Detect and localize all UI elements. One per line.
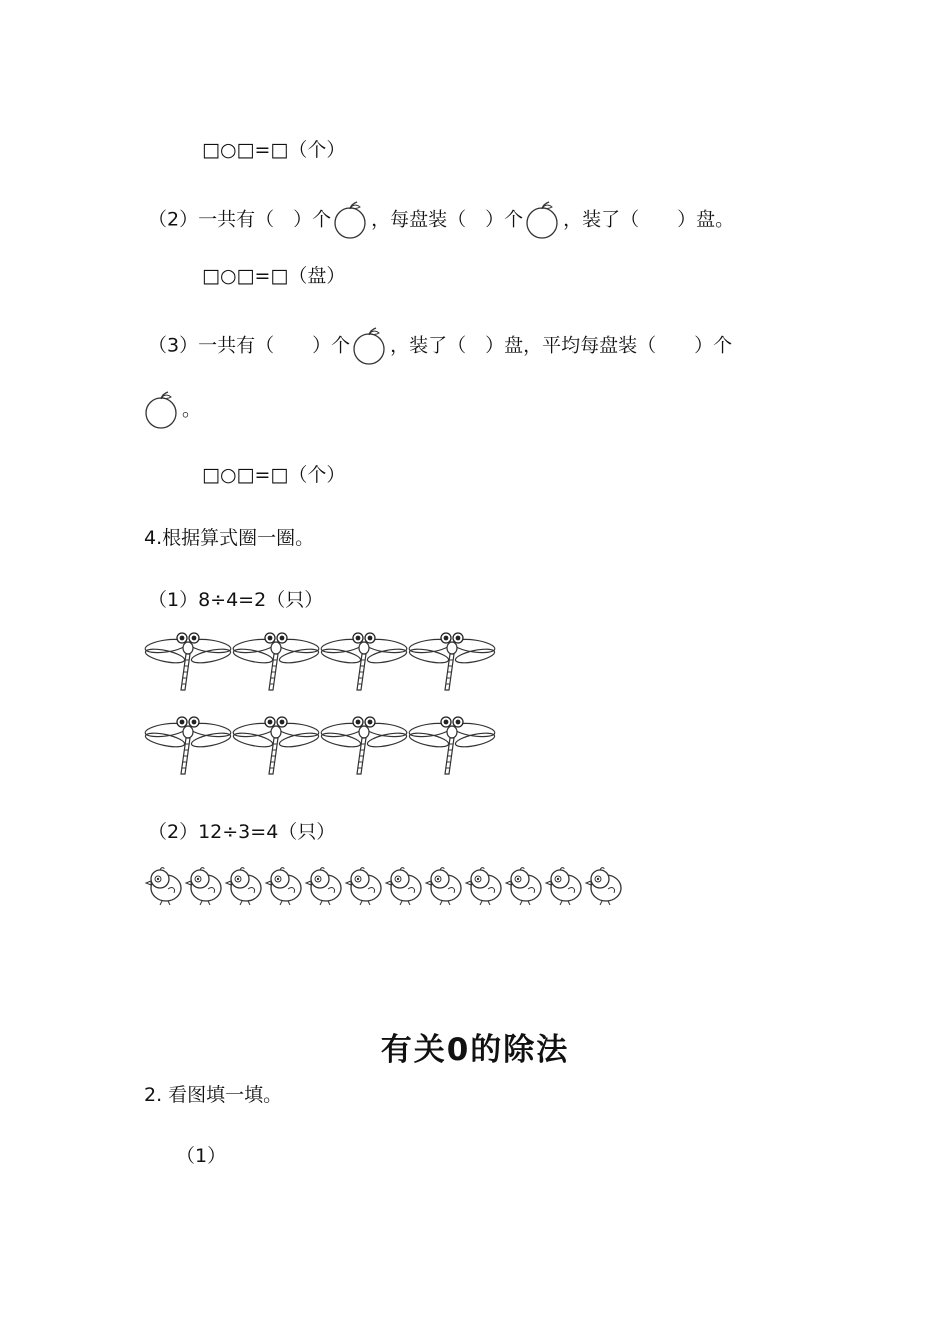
chick-icon[interactable] xyxy=(264,866,304,906)
part-4-heading: 4.根据算式圈一圈。 xyxy=(144,527,315,549)
question-2-part-a: （2）一共有（ ）个 xyxy=(148,208,332,231)
equation-boxes[interactable]: □○□=□ xyxy=(202,139,289,161)
apple-icon xyxy=(350,326,390,366)
equation-boxes[interactable]: □○□=□ xyxy=(202,464,289,486)
chick-row xyxy=(144,866,624,906)
dragonfly-icon[interactable] xyxy=(232,632,320,694)
dragonfly-icon[interactable] xyxy=(408,716,496,778)
apple-icon xyxy=(331,200,371,240)
equation-line-3 xyxy=(202,463,345,487)
equation-unit: （个） xyxy=(288,139,346,161)
equation-unit: （盘） xyxy=(288,265,346,287)
chick-icon[interactable] xyxy=(304,866,344,906)
equation-line-1 xyxy=(202,138,345,162)
question-3-part-a: （3）一共有（ ）个 xyxy=(148,334,351,357)
question-3-continued xyxy=(142,390,201,430)
question-2-part-b: ，每盘装（ ）个 xyxy=(371,208,524,231)
chick-icon[interactable] xyxy=(344,866,384,906)
chick-icon[interactable] xyxy=(544,866,584,906)
chick-icon[interactable] xyxy=(584,866,624,906)
section-title: 有关0的除法 xyxy=(380,1032,570,1068)
question-2-part-c: ，装了（ ）盘。 xyxy=(563,208,735,231)
part-4-sub-1: （1）8÷4=2（只） xyxy=(148,589,324,611)
chick-icon[interactable] xyxy=(384,866,424,906)
equation-line-2 xyxy=(202,264,345,288)
section-sub-1: （1） xyxy=(176,1145,227,1167)
chick-icon[interactable] xyxy=(224,866,264,906)
equation-boxes[interactable]: □○□=□ xyxy=(202,265,289,287)
question-2 xyxy=(148,200,734,240)
dragonfly-icon[interactable] xyxy=(144,632,232,694)
section-question-2: 2. 看图填一填。 xyxy=(144,1084,283,1106)
dragonfly-icon[interactable] xyxy=(232,716,320,778)
equation-unit: （个） xyxy=(288,464,346,486)
dragonfly-row-1 xyxy=(144,632,496,694)
chick-icon[interactable] xyxy=(504,866,544,906)
chick-icon[interactable] xyxy=(184,866,224,906)
question-3-part-b: ，装了（ ）盘，平均每盘装（ ）个 xyxy=(390,334,733,357)
chick-icon[interactable] xyxy=(144,866,184,906)
dragonfly-icon[interactable] xyxy=(408,632,496,694)
dragonfly-row-2 xyxy=(144,716,496,778)
chick-icon[interactable] xyxy=(464,866,504,906)
dragonfly-icon[interactable] xyxy=(320,632,408,694)
question-3 xyxy=(148,326,732,366)
apple-icon xyxy=(142,390,182,430)
apple-icon xyxy=(523,200,563,240)
part-4-sub-2: （2）12÷3=4（只） xyxy=(148,821,336,843)
dragonfly-icon[interactable] xyxy=(144,716,232,778)
dragonfly-icon[interactable] xyxy=(320,716,408,778)
question-3-part-c: 。 xyxy=(182,398,202,421)
chick-icon[interactable] xyxy=(424,866,464,906)
